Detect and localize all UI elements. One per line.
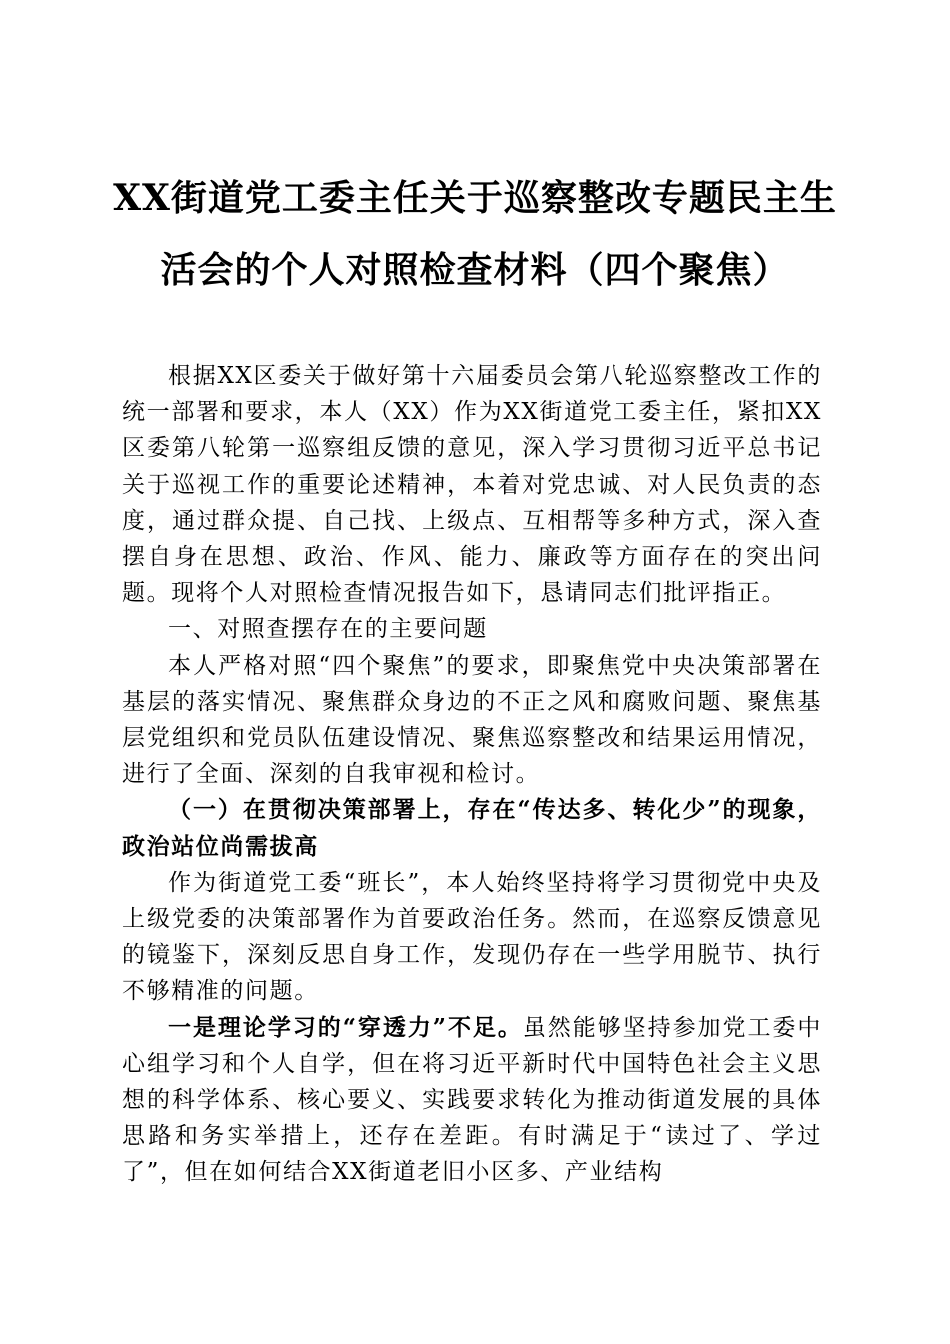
- document-body: [122, 358, 822, 1191]
- title-line-2: 活会的个人对照检查材料（四个聚焦）: [160, 249, 790, 291]
- section-heading: 一、对照查摆存在的主要问题: [168, 616, 488, 643]
- document-title: [110, 162, 840, 306]
- title-line-1: XX街道党工委主任关于巡察整改专题民主生: [113, 177, 837, 219]
- point-lead: 一是理论学习的“穿透力”不足。: [168, 1013, 523, 1041]
- subsection-paragraph: 作为街道党工委“班长”，本人始终坚持将学习贯彻党中央及上级党委的决策部署作为首要政治任务。然而，在巡察反馈意见的镜鉴下，深刻反思自身工作，发现仍存在一些学用脱节、执行不够精准的问题。: [122, 869, 822, 1005]
- section-intro-paragraph: 本人严格对照“四个聚焦”的要求，即聚焦党中央决策部署在基层的落实情况、聚焦群众身边的不正之风和腐败问题、聚焦基层党组织和党员队伍建设情况、聚焦巡察整改和结果运用情况，进行了全面、深刻的自我审视和检讨。: [122, 652, 822, 788]
- intro-paragraph: 根据XX区委关于做好第十六届委员会第八轮巡察整改工作的统一部署和要求，本人（XX）作为XX街道党工委主任，紧扣XX区委第八轮第一巡察组反馈的意见，深入学习贯彻习近平总书记关于巡视工作的重要论述精神，本着对党忠诚、对人民负责的态度，通过群众提、自己找、上级点、互相帮等多种方式，深入查摆自身在思想、政治、作风、能力、廉政等方面存在的突出问题。现将个人对照检查情况报告如下，恳请同志们批评指正。: [122, 363, 822, 607]
- point-text: 虽然能够坚持参加党工委中心组学习和个人自学，但在将习近平新时代中国特色社会主义思想的科学体系、核心要义、实践要求转化为推动街道发展的具体思路和务实举措上，还存在差距。有时满足于“读过了、学过了”，但在如何结合XX街道老旧小区多、产业结构: [122, 1014, 822, 1186]
- point-paragraph: [122, 1010, 822, 1191]
- subsection-heading: （一）在贯彻决策部署上，存在“传达多、转化少”的现象，政治站位尚需拔高: [122, 796, 822, 860]
